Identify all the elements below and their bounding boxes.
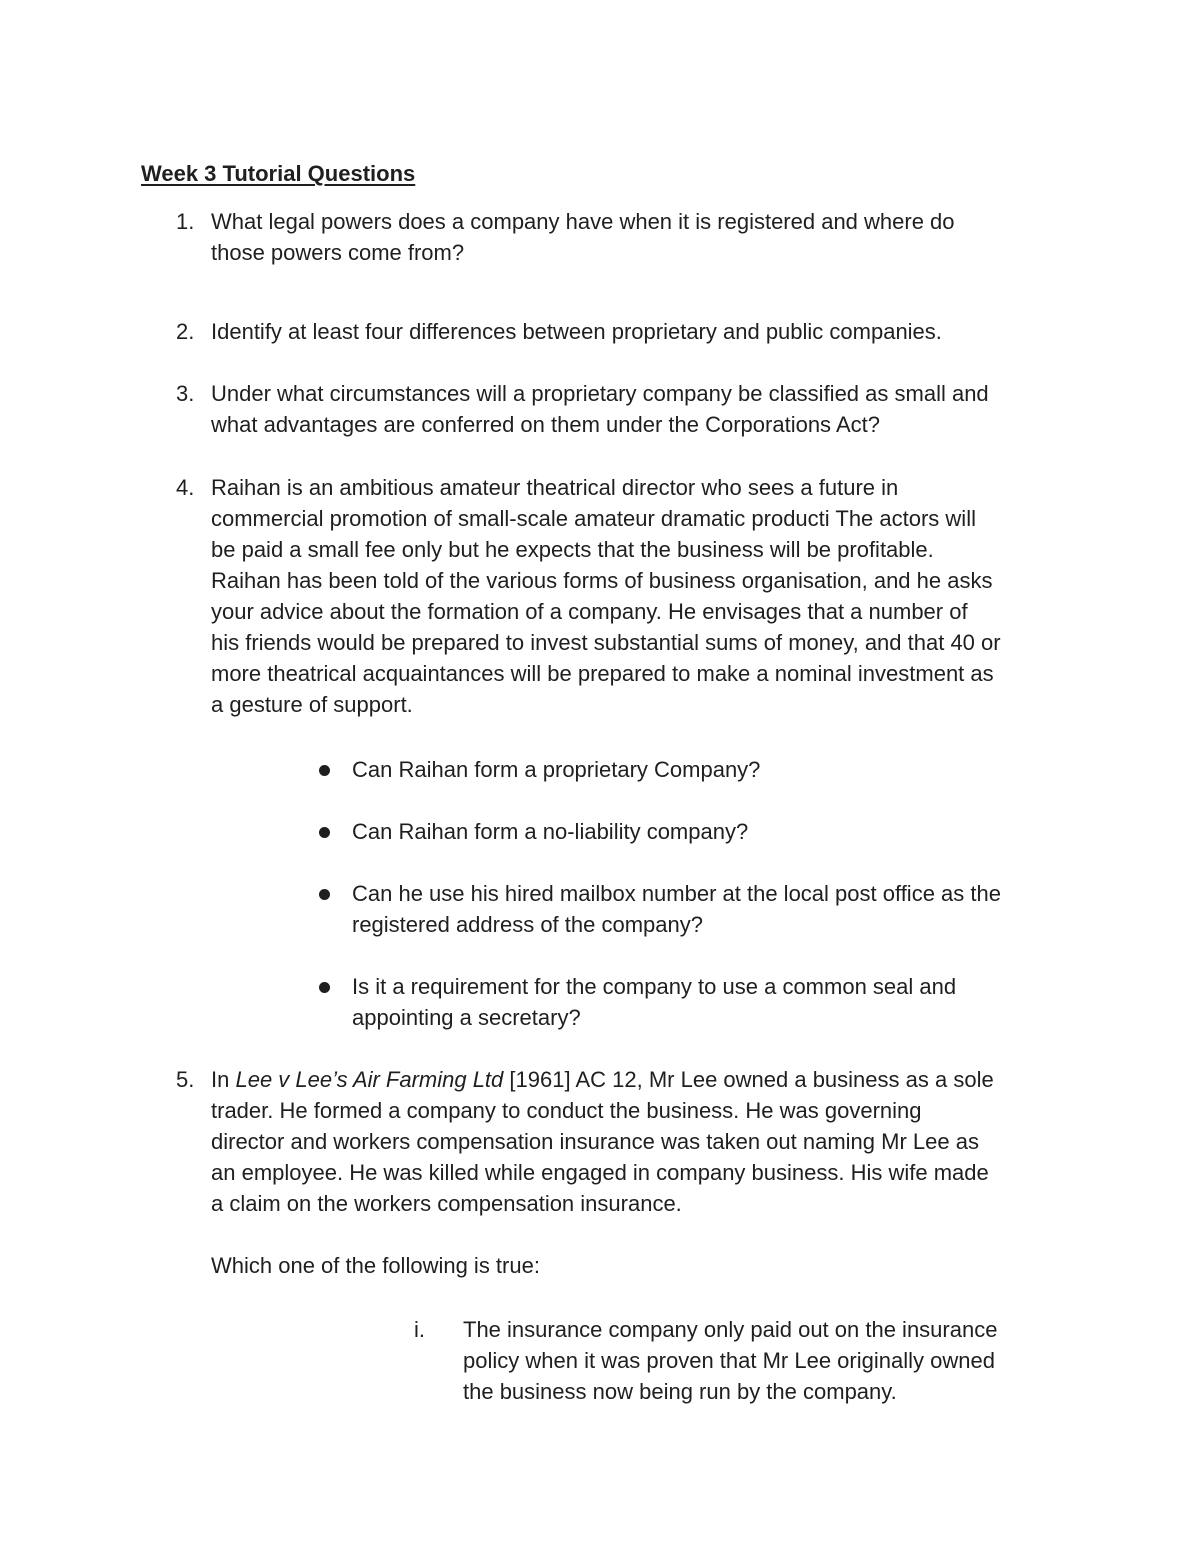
option-i-text: The insurance company only paid out on the insurance policy when it was proven that Mr Lee originally owned the business now being run by the company. [463, 1317, 998, 1404]
question-4-bullet-3: Can he use his hired mailbox number at the local post office as the registered address of the company? [352, 881, 1001, 937]
question-4-bullet-2: Can Raihan form a no-liability company? [352, 819, 749, 844]
question-5-prompt: Which one of the following is true: [211, 1253, 540, 1278]
question-5-first-line [211, 1064, 1071, 1095]
question-4-number: 4. [176, 475, 195, 500]
bullet-dot-icon [319, 765, 330, 776]
question-5-text: trader. He formed a company to conduct the business. He was governing director and workers compensation insurance was taken out naming Mr Lee as an employee. He was killed while engaged in company business. His wife made a claim on the workers compensation insurance. [211, 1098, 989, 1216]
bullet-dot-icon [319, 982, 330, 993]
question-3-number: 3. [176, 381, 195, 406]
question-1-number: 1. [176, 209, 195, 234]
question-2-number: 2. [176, 319, 195, 344]
question-1-text: What legal powers does a company have when it is registered and where do those powers come from? [211, 209, 955, 265]
question-2-text: Identify at least four differences between proprietary and public companies. [211, 319, 942, 344]
document-title: Week 3 Tutorial Questions [141, 161, 416, 186]
question-3-text: Under what circumstances will a proprietary company be classified as small and what advantages are conferred on them under the Corporations Act? [211, 381, 989, 437]
bullet-dot-icon [319, 827, 330, 838]
bullet-dot-icon [319, 889, 330, 900]
question-4-bullet-4: Is it a requirement for the company to use a common seal and appointing a secretary? [352, 974, 957, 1030]
question-4-text: Raihan is an ambitious amateur theatrical director who sees a future in commercial promotion of small-scale amateur dramatic producti The actors will be paid a small fee only but he expects that the business will be profitable. Raihan has been told of the various forms of business organisation, and he asks your advice about the formation of a company. He envisages that a number of his friends would be prepared to invest substantial sums of money, and that 40 or more theatrical acquaintances will be prepared to make a nominal investment as a gesture of support. [211, 475, 1001, 717]
question-5-intro: In [211, 1067, 236, 1092]
question-5-number: 5. [176, 1067, 195, 1092]
option-i-numeral: i. [414, 1317, 425, 1342]
question-5-citation: [1961] AC 12, Mr Lee owned a business as a sole [503, 1067, 994, 1092]
case-name: Lee v Lee’s Air Farming Ltd [235, 1067, 504, 1092]
question-4-bullet-1: Can Raihan form a proprietary Company? [352, 757, 761, 782]
